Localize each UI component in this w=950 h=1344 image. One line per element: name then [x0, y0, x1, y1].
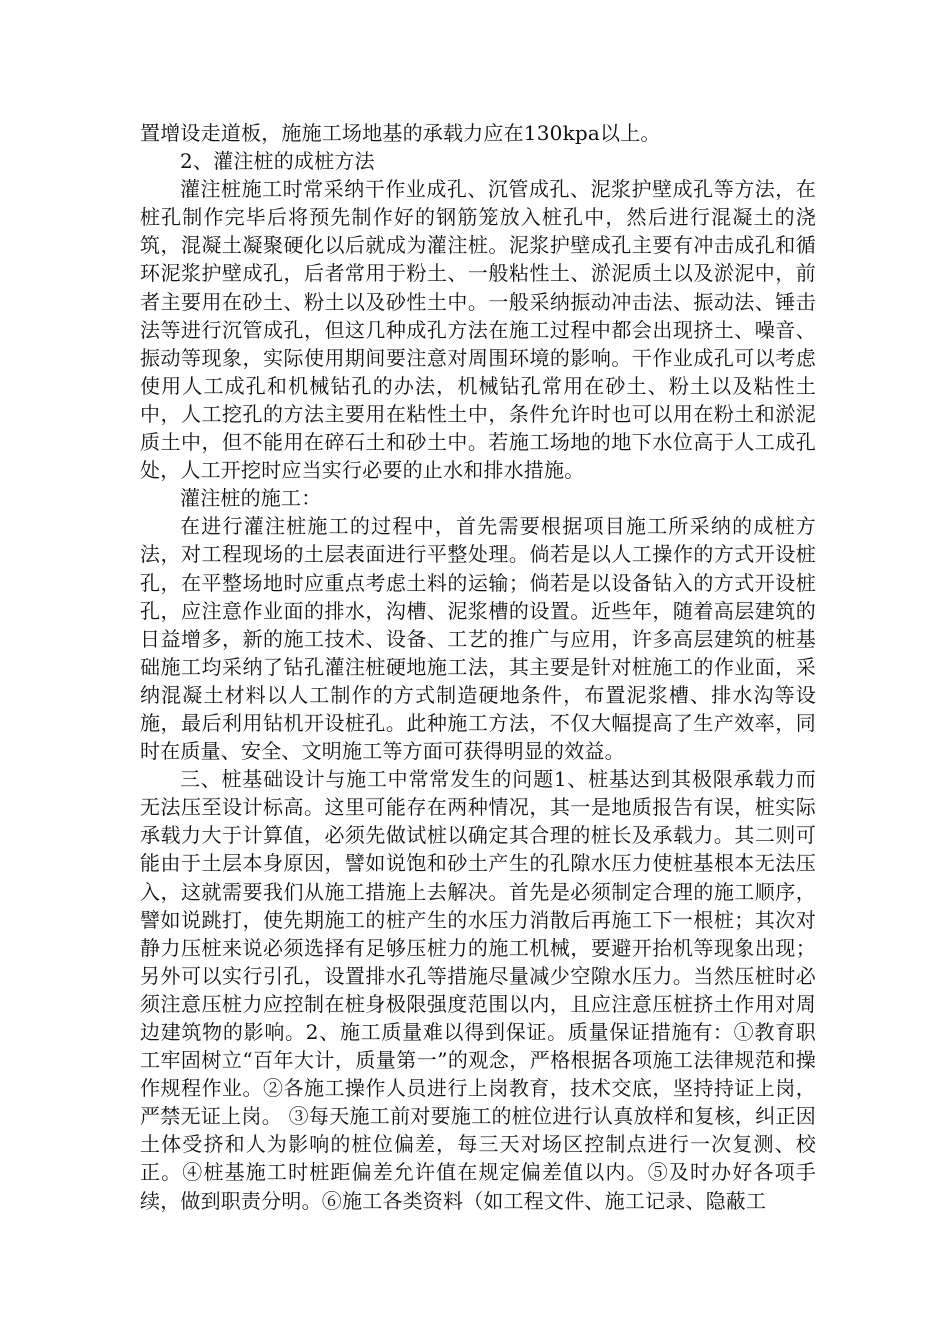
paragraph-continuation: 置增设走道板，施施工场地基的承载力应在130kpa以上。 [140, 121, 661, 145]
section-heading-cast-in-place-pile-construction: 灌注桩的施工： [180, 486, 322, 511]
document-page [140, 119, 816, 1215]
paragraph-pile-construction: 在进行灌注桩施工的过程中，首先需要根据项目施工所采纳的成桩方法，对工程现场的土层表面进行平整处理。倘若是以人工操作的方式开设桩孔，在平整场地时应重点考虑土料的运输；倘若是以设备钻入的方式开设桩孔，应注意作业面的排水，沟槽、泥浆槽的设置。近些年，随着高层建筑的日益增多，新的施工技术、设备、工艺的推广与应用，许多高层建筑的桩基础施工均采纳了钻孔灌注桩硬地施工法，其主要是针对桩施工的作业面，采纳混凝土材料以人工制作的方式制造硬地条件，布置泥浆槽、排水沟等设施，最后利用钻机开设桩孔。此种施工方法，不仅大幅提高了生产效率，同时在质量、安全、文明施工等方面可获得明显的效益。 [140, 514, 816, 764]
paragraph-pile-forming-methods: 灌注桩施工时常采纳干作业成孔、沉管成孔、泥浆护壁成孔等方法，在桩孔制作完毕后将预先制作好的钢筋笼放入桩孔中，然后进行混凝土的浇筑，混凝土凝聚硬化以后就成为灌注桩。泥浆护壁成孔主要有冲击成孔和循环泥浆护壁成孔，后者常用于粉土、一般粘性土、淤泥质土以及淤泥中，前者主要用在砂土、粉土以及砂性土中。一般采纳振动冲击法、振动法、锤击法等进行沉管成孔，但这几种成孔方法在施工过程中都会出现挤土、噪音、振动等现象，实际使用期间要注意对周围环境的影响。干作业成孔可以考虑使用人工成孔和机械钻孔的办法，机械钻孔常用在砂土、粉土以及粘性土中，人工挖孔的方法主要用在粘性土中，条件允许时也可以用在粉土和淤泥质土中，但不能用在碎石土和砂土中。若施工场地的地下水位高于人工成孔处，人工开挖时应当实行必要的止水和排水措施。 [140, 177, 816, 483]
section-heading-cast-in-place-pile-methods: 2、灌注桩的成桩方法 [180, 149, 375, 174]
paragraph-common-problems: 三、桩基础设计与施工中常常发生的问题1、桩基达到其极限承载力而无法压至设计标高。这里可能存在两种情况，其一是地质报告有误，桩实际承载力大于计算值，必须先做试桩以确定其合理的桩长及承载力。其二则可能由于土层本身原因，譬如说饱和砂土产生的孔隙水压力使桩基根本无法压入，这就需要我们从施工措施上去解决。首先是必须制定合理的施工顺序，譬如说跳打，使先期施工的桩产生的水压力消散后再施工下一根桩；其次对静力压桩来说必须选择有足够压桩力的施工机械，要避开抬机等现象出现；另外可以实行引孔，设置排水孔等措施尽量减少空隙水压力。当然压桩时必须注意压桩力应控制在桩身极限强度范围以内，且应注意压桩挤土作用对周边建筑物的影响。2、施工质量难以得到保证。质量保证措施有：①教育职工牢固树立“百年大计，质量第一”的观念，严格根据各项施工法律规范和操作规程作业。②各施工操作人员进行上岗教育，技术交底，坚持持证上岗，严禁无证上岗。 ③每天施工前对要施工的桩位进行认真放样和复核，纠正因土体受挤和人为影响的桩位偏差，每三天对场区控制点进行一次复测、校正。④桩基施工时桩距偏差允许值在规定偏差值以内。⑤及时办好各项手续，做到职责分明。⑥施工各类资料（如工程文件、施工记录、隐蔽工 [140, 767, 816, 1213]
